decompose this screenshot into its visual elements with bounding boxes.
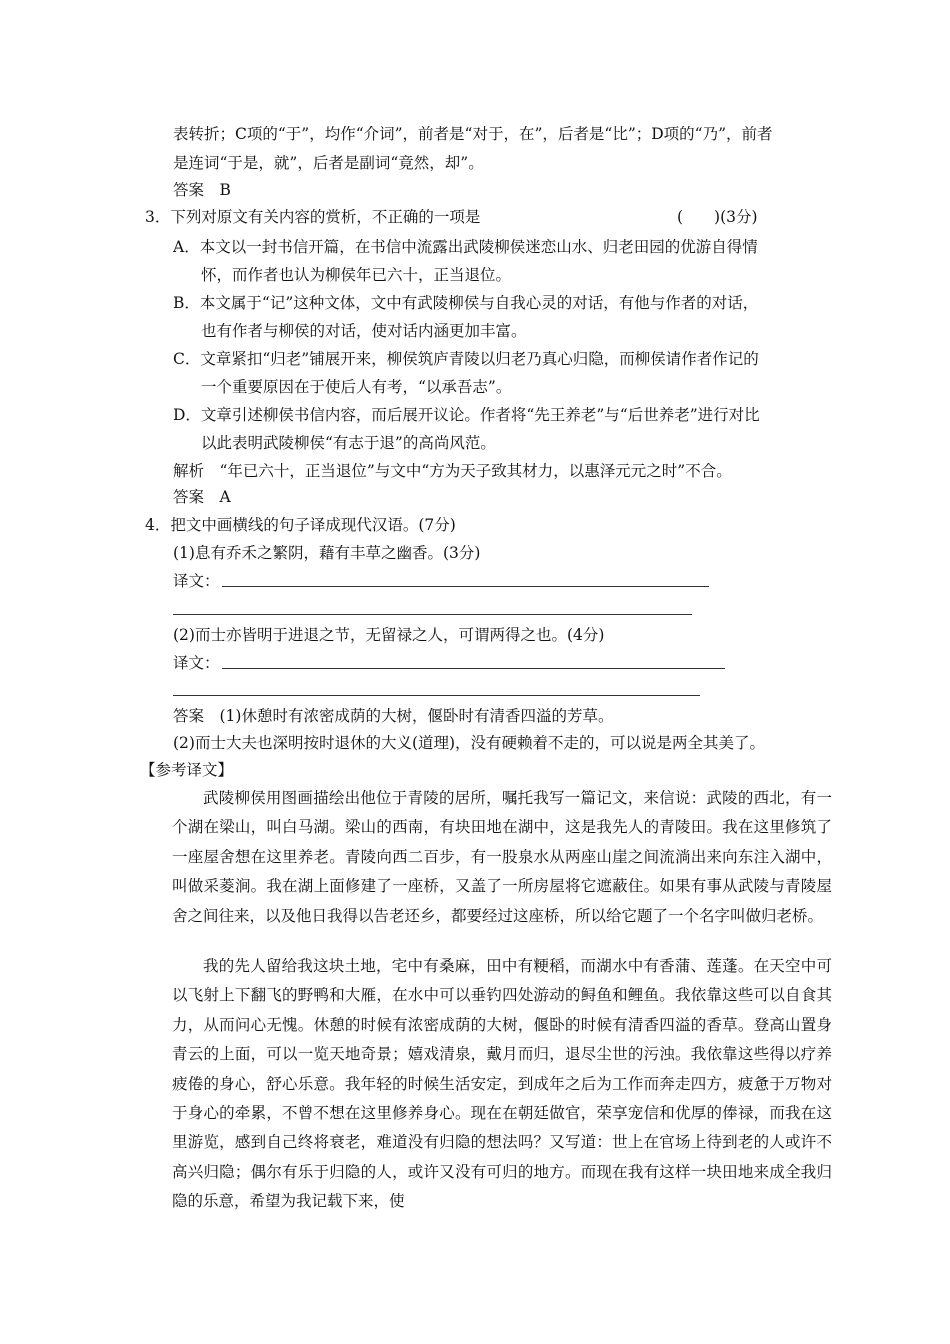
ref-paragraph-2-text: 我的先人留给我这块土地，宅中有桑麻，田中有粳稻，而湖水中有香蒲、莲蓬。在天空中可以飞射上下翻飞的野鸭和大雁，在水中可以垂钓四处游动的鲟鱼和鲤鱼。我依靠这些可以自食其力，从而问心无愧。休憩的时候有浓密成荫的大树，偃卧的时候有清香四溢的香草。登高山置身青云的上面，可以一览天地奇景；嬉戏清泉，戴月而归，退尽尘世的污浊。我依靠这些得以疗养疲倦的身心，舒心乐意。我年轻的时候生活安定，到成年之后为工作而奔走四方，疲惫于万物对于身心的牵累，不曾不想在这里修养身心。现在在朝廷做官，荣享宠信和优厚的俸禄，而我在这里游览，感到自己终将衰老，难道没有归隐的想法吗？又写道：世上在官场上待到老的人或许不高兴归隐；偶尔有乐于归隐的人，或许又没有可归的地方。而现在我有这样一块田地来成全我归隐的乐意，希望为我记载下来，使 xyxy=(172,957,832,1211)
ref-paragraph-2 xyxy=(172,952,832,1217)
q3-option-b-line2: 也有作者与柳侯的对话，使对话内涵更加丰富。 xyxy=(201,322,527,340)
q3-stem: 3．下列对原文有关内容的赏析，不正确的一项是 xyxy=(145,208,481,226)
answer-line-2a xyxy=(222,668,725,669)
q3-option-a-line2: 怀，而作者也认为柳侯年已六十，正当退位。 xyxy=(201,266,512,284)
q3-mark: ( )(3分) xyxy=(677,208,758,226)
q3-option-d-line2: 以此表明武陵柳侯“有志于退”的高尚风范。 xyxy=(201,434,496,452)
q3-answer: 答案 A xyxy=(173,488,231,506)
q4-sentence-1: (1)息有乔禾之繁阴，藉有丰草之幽香。(3分) xyxy=(173,544,481,562)
q3-option-c-line1: C．文章紧扣“归老”铺展开来，柳侯筑庐青陵以归老乃真心归隐，而柳侯请作者作记的 xyxy=(173,350,759,368)
answer-line-1b xyxy=(173,614,692,615)
q4-translate-label-1: 译文： xyxy=(173,572,220,590)
ref-heading: 【参考译文】 xyxy=(140,761,234,779)
q4-answer-1: 答案 (1)休憩时有浓密成荫的大树，偃卧时有清香四溢的芳草。 xyxy=(173,707,614,725)
q3-explain: 解析 “年已六十，正当退位”与文中“方为天子致其材力，以惠泽元元之时”不合。 xyxy=(173,462,732,480)
q3-option-c-line2: 一个重要原因在于使后人有考，“以承吾志”。 xyxy=(201,378,512,396)
q3-option-a-line1: A．本文以一封书信开篇，在书信中流露出武陵柳侯迷恋山水、归老田园的优游自得情 xyxy=(173,238,758,256)
q4-sentence-2: (2)而士亦皆明于进退之节，无留禄之人，可谓两得之也。(4分) xyxy=(173,626,605,644)
q2-explain-line1: 表转折；C项的“于”，均作“介词”，前者是“对于，在”，后者是“比”；D项的“乃”，前者 xyxy=(173,125,773,143)
q3-option-b-line1: B．本文属于“记”这种文体，文中有武陵柳侯与自我心灵的对话，有他与作者的对话， xyxy=(173,294,759,312)
q4-translate-label-2: 译文： xyxy=(173,654,220,672)
answer-line-1a xyxy=(222,586,709,587)
q3-option-d-line1: D．文章引述柳侯书信内容，而后展开议论。作者将“先王养老”与“后世养老”进行对比 xyxy=(173,406,760,424)
q4-answer-2: (2)而士大夫也深明按时退休的大义(道理)，没有硬赖着不走的，可以说是两全其美了。 xyxy=(173,734,766,752)
q2-explain-line2: 是连词“于是，就”，后者是副词“竟然，却”。 xyxy=(173,154,484,172)
q4-stem: 4．把文中画横线的句子译成现代汉语。(7分) xyxy=(145,516,456,534)
ref-paragraph-1 xyxy=(172,784,832,931)
q2-answer: 答案 B xyxy=(173,181,231,199)
answer-line-2b xyxy=(173,695,700,696)
ref-paragraph-1-text: 武陵柳侯用图画描绘出他位于青陵的居所，嘱托我写一篇记文，来信说：武陵的西北，有一个湖在梁山，叫白马湖。梁山的西南，有块田地在湖中，这是我先人的青陵田。我在这里修筑了一座屋舍想在这里养老。青陵向西二百步，有一股泉水从两座山崖之间流淌出来向东注入湖中，叫做采菱涧。我在湖上面修建了一座桥，又盖了一所房屋将它遮蔽住。如果有事从武陵与青陵屋舍之间往来，以及他日我得以告老还乡，都要经过这座桥，所以给它题了一个名字叫做归老桥。 xyxy=(172,789,832,925)
